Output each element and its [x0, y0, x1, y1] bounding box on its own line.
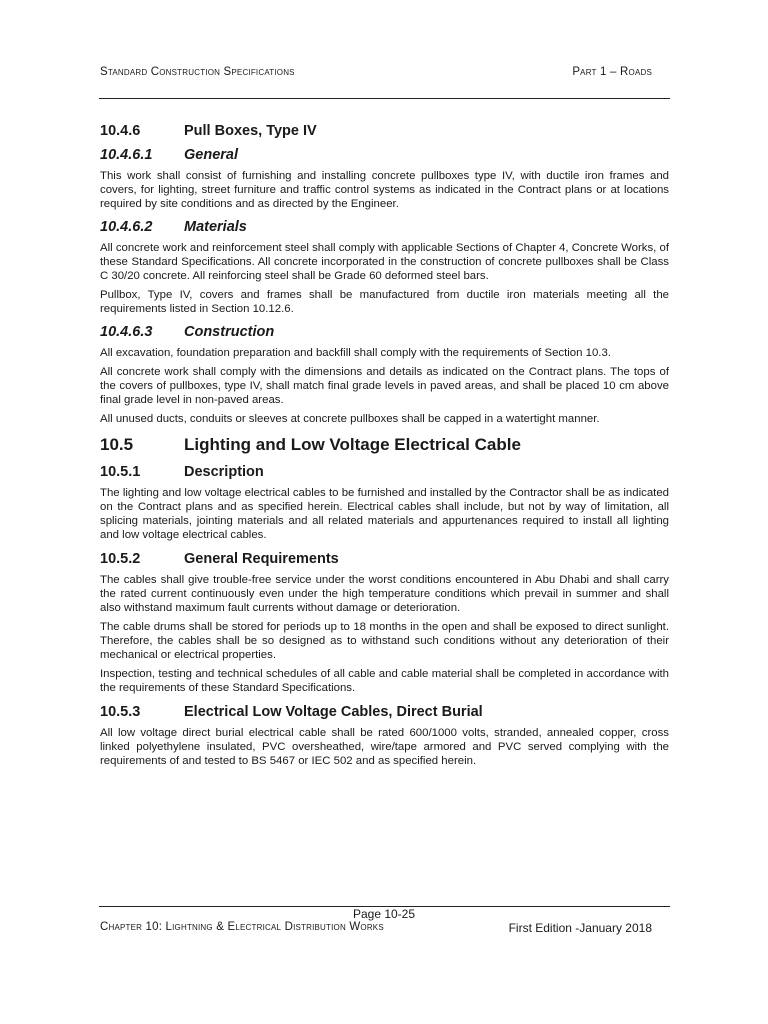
chapter-section-heading — [100, 435, 669, 455]
section-number: 10.5 — [100, 435, 134, 454]
header-title: Standard Construction Specifications — [100, 66, 295, 78]
section-title: Description — [184, 464, 264, 480]
section-number: 10.5.3 — [100, 704, 141, 720]
footer-edition: First Edition -January 2018 — [508, 921, 652, 935]
section-title: General Requirements — [184, 551, 339, 567]
section-heading — [100, 704, 669, 720]
section-number: 10.4.6.2 — [100, 219, 153, 235]
section-number: 10.4.6.1 — [100, 147, 153, 163]
paragraph: Pullbox, Type IV, covers and frames shall be manufactured from ductile iron materials meeting all the requirements listed in Section 10.12.6. — [100, 289, 669, 315]
section-title: Electrical Low Voltage Cables, Direct Burial — [184, 704, 483, 720]
header-part: Part 1 – Roads — [572, 66, 652, 78]
paragraph: All unused ducts, conduits or sleeves at concrete pullboxes shall be capped in a watertight manner. — [100, 413, 600, 425]
page-number: Page 10-25 — [352, 907, 416, 921]
header-divider — [99, 98, 670, 99]
paragraph: The cables shall give trouble-free service under the worst conditions encountered in Abu Dhabi and shall carry the rated current continuously even under the high temperature conditions which prevail in summer and shall also withstand maximum fault currents without damage or deterioration. — [100, 574, 669, 614]
section-heading — [100, 123, 669, 139]
paragraph: This work shall consist of furnishing and installing concrete pullboxes type IV, with ductile iron frames and covers, for lighting, street furniture and traffic control systems as indicated in the Contract plans or at locations required by site conditions and as directed by the Engineer. — [100, 170, 669, 210]
section-number: 10.4.6.3 — [100, 324, 153, 340]
section-heading — [100, 464, 669, 480]
subsection-heading — [100, 324, 669, 340]
section-title: Construction — [184, 324, 275, 340]
footer-chapter: Chapter 10: Lightning & Electrical Distribution Works — [100, 921, 384, 933]
section-number: 10.5.1 — [100, 464, 141, 480]
section-title: Materials — [184, 219, 247, 235]
paragraph: The lighting and low voltage electrical cables to be furnished and installed by the Contractor shall be as indicated on the Contract plans and as specified herein. Electrical cables shall include, but not by way of limitation, all splicing materials, jointing materials and all related materials and appurtenances required to install all lighting and low voltage electrical cables. — [100, 487, 669, 541]
paragraph: All low voltage direct burial electrical cable shall be rated 600/1000 volts, stranded, annealed copper, cross linked polyethylene insulated, PVC oversheathed, wire/tape armored and PVC served complying with the requirements of and tested to BS 5467 or IEC 502 and as specified herein. — [100, 727, 669, 767]
section-heading — [100, 551, 669, 567]
paragraph: The cable drums shall be stored for periods up to 18 months in the open and shall be exposed to direct sunlight. Therefore, the cables shall be so designed as to withstand such conditions without any deterioration of their mechanical or electrical properties. — [100, 621, 669, 661]
section-title: Lighting and Low Voltage Electrical Cable — [184, 435, 521, 454]
paragraph: All concrete work and reinforcement steel shall comply with applicable Sections of Chapter 4, Concrete Works, of these Standard Specifications. All concrete incorporated in the construction of concrete pullboxes shall be Class C 30/20 concrete. All reinforcing steel shall be Grade 60 deformed steel bars. — [100, 242, 669, 282]
section-title: Pull Boxes, Type IV — [184, 123, 317, 139]
section-number: 10.4.6 — [100, 123, 141, 139]
paragraph: All concrete work shall comply with the dimensions and details as indicated on the Contract plans. The tops of the covers of pullboxes, type IV, shall match final grade levels in paved areas, and shall be placed 10 cm above final grade level in non-paved areas. — [100, 366, 669, 406]
subsection-heading — [100, 147, 669, 163]
section-title: General — [184, 147, 238, 163]
paragraph: Inspection, testing and technical schedules of all cable and cable material shall be completed in accordance with the requirements of these Standard Specifications. — [100, 668, 669, 694]
subsection-heading — [100, 219, 669, 235]
paragraph: All excavation, foundation preparation and backfill shall comply with the requirements of Section 10.3. — [100, 347, 611, 359]
page-body — [100, 123, 669, 773]
page-header — [100, 66, 652, 78]
section-number: 10.5.2 — [100, 551, 141, 567]
